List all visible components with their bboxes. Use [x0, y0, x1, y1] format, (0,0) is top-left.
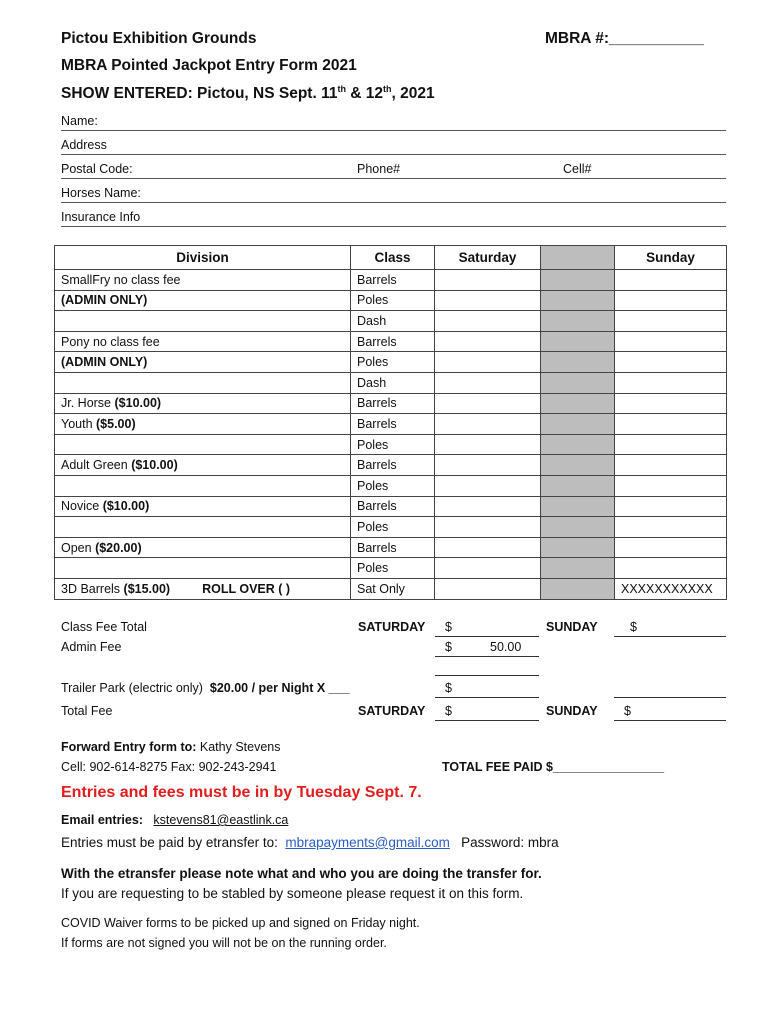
- class-cell: Poles: [351, 475, 435, 496]
- total-sun-line[interactable]: [614, 720, 726, 721]
- admin-fee-line: [435, 656, 539, 657]
- table-row: [55, 578, 727, 599]
- table-header-row: [55, 246, 727, 270]
- class-cell: Poles: [351, 558, 435, 579]
- etransfer-note: With the etransfer please note what and who you are doing the transfer for.: [61, 866, 542, 881]
- cell-fax: Cell: 902-614-8275 Fax: 902-243-2941: [61, 760, 277, 774]
- saturday-entry-cell[interactable]: [435, 372, 541, 393]
- division-cell: [55, 517, 351, 538]
- division-fee: ($10.00): [131, 458, 178, 473]
- division-cell: [55, 455, 351, 476]
- class-cell: Dash: [351, 372, 435, 393]
- shaded-cell: [541, 434, 615, 455]
- saturday-entry-cell[interactable]: [435, 331, 541, 352]
- shaded-cell: [541, 290, 615, 311]
- class-cell: Poles: [351, 352, 435, 373]
- division-fee: ($5.00): [96, 416, 136, 431]
- show-mid: & 12: [345, 85, 384, 103]
- contact-row-field[interactable]: [61, 154, 726, 179]
- saturday-entry-cell[interactable]: [435, 455, 541, 476]
- shaded-cell: [541, 537, 615, 558]
- sunday-entry-cell[interactable]: [615, 414, 727, 435]
- sunday-entry-cell[interactable]: [615, 393, 727, 414]
- division-fee: ($20.00): [95, 540, 142, 555]
- table-row: [55, 270, 727, 291]
- saturday-entry-cell[interactable]: [435, 352, 541, 373]
- forward-name: Kathy Stevens: [196, 740, 281, 754]
- trailer-sun-line[interactable]: [614, 697, 726, 698]
- total-saturday-label: SATURDAY: [358, 704, 426, 718]
- class-cell: Barrels: [351, 270, 435, 291]
- division-label: Jr. Horse: [61, 396, 115, 411]
- email-address-link[interactable]: kstevens81@eastlink.ca: [153, 813, 289, 827]
- stabled-note: If you are requesting to be stabled by someone please request it on this form.: [61, 886, 524, 901]
- etransfer-line: [61, 835, 559, 850]
- table-row: [55, 537, 727, 558]
- sunday-entry-cell[interactable]: [615, 517, 727, 538]
- show-sup-2: th: [383, 84, 392, 94]
- shaded-cell: [541, 270, 615, 291]
- address-field[interactable]: [61, 130, 726, 155]
- sunday-entry-cell[interactable]: [615, 372, 727, 393]
- horse-name-field[interactable]: [61, 178, 726, 203]
- shaded-cell: [541, 496, 615, 517]
- admin-fee-dollar: $: [445, 640, 452, 654]
- class-fee-sun-line[interactable]: [614, 636, 726, 637]
- class-fee-sunday-label: SUNDAY: [546, 620, 598, 634]
- class-cell: Dash: [351, 311, 435, 332]
- roll-over-option[interactable]: ROLL OVER ( ): [202, 581, 291, 596]
- header-division: Division: [55, 246, 351, 270]
- division-cell: [55, 290, 351, 311]
- division-label: Youth: [61, 416, 96, 431]
- saturday-entry-cell[interactable]: [435, 578, 541, 599]
- etransfer-password: Password: mbra: [461, 835, 559, 850]
- division-cell: [55, 311, 351, 332]
- class-fee-sat-line[interactable]: [435, 636, 539, 637]
- email-entries: [61, 813, 288, 827]
- sunday-entry-cell[interactable]: [615, 290, 727, 311]
- division-cell: [55, 372, 351, 393]
- shaded-cell: [541, 558, 615, 579]
- forward-entry: [61, 740, 281, 754]
- saturday-entry-cell[interactable]: [435, 537, 541, 558]
- class-fee-total-label: Class Fee Total: [61, 620, 147, 634]
- division-cell: [55, 558, 351, 579]
- admin-fee-label: Admin Fee: [61, 640, 122, 654]
- division-fee: (ADMIN ONLY): [61, 355, 148, 370]
- saturday-entry-cell[interactable]: [435, 434, 541, 455]
- mbra-number-field[interactable]: MBRA #:___________: [545, 30, 704, 47]
- shaded-cell: [541, 393, 615, 414]
- shaded-cell: [541, 517, 615, 538]
- header-sunday: Sunday: [615, 246, 727, 270]
- division-cell: [55, 393, 351, 414]
- division-fee: ($10.00): [102, 499, 150, 514]
- class-cell: Barrels: [351, 496, 435, 517]
- division-label: SmallFry no class fee: [61, 272, 181, 287]
- sunday-entry-cell[interactable]: [615, 455, 727, 476]
- sunday-entry-cell[interactable]: [615, 475, 727, 496]
- trailer-sat-line[interactable]: [435, 697, 539, 698]
- header-shaded: [541, 246, 615, 270]
- table-row: [55, 455, 727, 476]
- division-fee: ($15.00): [123, 581, 171, 596]
- insurance-label: Insurance Info: [61, 210, 141, 224]
- covid-note-2: If forms are not signed you will not be on the running order.: [61, 936, 387, 950]
- division-cell: [55, 537, 351, 558]
- total-sun-dollar: $: [624, 704, 631, 718]
- saturday-entry-cell[interactable]: [435, 496, 541, 517]
- admin-fee-amount: 50.00: [490, 640, 522, 654]
- address-label: Address: [61, 138, 107, 152]
- show-prefix: SHOW ENTERED: Pictou, NS Sept. 11: [61, 85, 338, 103]
- division-cell: [55, 331, 351, 352]
- shaded-cell: [541, 311, 615, 332]
- covid-note-1: COVID Waiver forms to be picked up and signed on Friday night.: [61, 916, 420, 930]
- sunday-entry-cell[interactable]: [615, 558, 727, 579]
- class-fee-sun-dollar: $: [630, 620, 637, 634]
- division-label: Pony no class fee: [61, 334, 160, 349]
- table-row: [55, 372, 727, 393]
- division-label: Novice: [61, 499, 103, 514]
- sunday-entry-cell[interactable]: XXXXXXXXXXX: [615, 578, 727, 599]
- etransfer-prefix: Entries must be paid by etransfer to:: [61, 835, 278, 850]
- sunday-entry-cell[interactable]: [615, 434, 727, 455]
- table-row: [55, 311, 727, 332]
- email-label: Email entries:: [61, 813, 143, 827]
- division-cell: [55, 496, 351, 517]
- etransfer-email-link[interactable]: mbrapayments@gmail.com: [285, 835, 450, 850]
- division-label: Adult Green: [61, 458, 132, 473]
- table-row: [55, 352, 727, 373]
- saturday-entry-cell[interactable]: [435, 270, 541, 291]
- cell-label: Cell#: [563, 162, 592, 176]
- table-row: [55, 434, 727, 455]
- show-suffix: , 2021: [391, 85, 435, 103]
- table-row: [55, 290, 727, 311]
- table-row: [55, 475, 727, 496]
- total-sat-dollar: $: [445, 704, 452, 718]
- postal-code-label: Postal Code:: [61, 162, 133, 176]
- trailer-dollar: $: [445, 681, 452, 695]
- class-cell: Poles: [351, 290, 435, 311]
- division-cell: [55, 475, 351, 496]
- total-sat-line[interactable]: [435, 720, 539, 721]
- header-saturday: Saturday: [435, 246, 541, 270]
- trailer-blank-line: [435, 675, 539, 676]
- saturday-entry-cell[interactable]: [435, 517, 541, 538]
- division-cell: [55, 352, 351, 373]
- class-cell: Barrels: [351, 414, 435, 435]
- name-field[interactable]: [61, 106, 726, 131]
- class-cell: Poles: [351, 434, 435, 455]
- division-cell: [55, 414, 351, 435]
- insurance-field[interactable]: [61, 202, 726, 227]
- division-fee: ($10.00): [114, 396, 162, 411]
- saturday-entry-cell[interactable]: [435, 393, 541, 414]
- division-cell: [55, 270, 351, 291]
- shaded-cell: [541, 372, 615, 393]
- shaded-cell: [541, 578, 615, 599]
- trailer-park-label: [61, 681, 350, 695]
- shaded-cell: [541, 455, 615, 476]
- class-cell: Sat Only: [351, 578, 435, 599]
- class-cell: Barrels: [351, 537, 435, 558]
- table-row: [55, 331, 727, 352]
- sunday-entry-cell[interactable]: [615, 331, 727, 352]
- phone-label: Phone#: [357, 162, 401, 176]
- shaded-cell: [541, 414, 615, 435]
- saturday-entry-cell[interactable]: [435, 475, 541, 496]
- table-row: [55, 517, 727, 538]
- total-fee-label: Total Fee: [61, 704, 113, 718]
- division-label: 3D Barrels: [61, 581, 124, 596]
- sunday-entry-cell[interactable]: [615, 537, 727, 558]
- sunday-entry-cell[interactable]: [615, 270, 727, 291]
- shaded-cell: [541, 352, 615, 373]
- saturday-entry-cell[interactable]: [435, 558, 541, 579]
- deadline-notice: Entries and fees must be in by Tuesday Sept. 7.: [61, 784, 422, 801]
- saturday-entry-cell[interactable]: [435, 290, 541, 311]
- table-row: [55, 393, 727, 414]
- show-sup-1: th: [337, 84, 346, 94]
- total-sunday-label: SUNDAY: [546, 704, 598, 718]
- table-row: [55, 414, 727, 435]
- entry-table: [54, 245, 727, 600]
- saturday-entry-cell[interactable]: [435, 311, 541, 332]
- division-cell: [55, 434, 351, 455]
- class-cell: Poles: [351, 517, 435, 538]
- horse-name-label: Horses Name:: [61, 186, 141, 200]
- class-cell: Barrels: [351, 393, 435, 414]
- division-fee: (ADMIN ONLY): [61, 293, 148, 308]
- show-entered: [61, 84, 435, 103]
- sunday-entry-cell[interactable]: [615, 496, 727, 517]
- forward-label: Forward Entry form to:: [61, 740, 197, 754]
- class-cell: Barrels: [351, 455, 435, 476]
- saturday-entry-cell[interactable]: [435, 414, 541, 435]
- class-fee-sat-dollar: $: [445, 620, 452, 634]
- name-label: Name:: [61, 114, 98, 128]
- total-fee-paid-field[interactable]: TOTAL FEE PAID $________________: [442, 760, 665, 774]
- division-label: Open: [61, 540, 96, 555]
- form-title: MBRA Pointed Jackpot Entry Form 2021: [61, 57, 357, 74]
- division-cell: [55, 578, 351, 599]
- table-row: [55, 496, 727, 517]
- shaded-cell: [541, 331, 615, 352]
- header-class: Class: [351, 246, 435, 270]
- org-name: Pictou Exhibition Grounds: [61, 30, 257, 47]
- table-row: [55, 558, 727, 579]
- sunday-entry-cell[interactable]: [615, 352, 727, 373]
- trailer-text: Trailer Park (electric only): [61, 681, 203, 695]
- class-cell: Barrels: [351, 331, 435, 352]
- shaded-cell: [541, 475, 615, 496]
- sunday-entry-cell[interactable]: [615, 311, 727, 332]
- trailer-rate: $20.00 / per Night X ___: [209, 681, 350, 695]
- class-fee-saturday-label: SATURDAY: [358, 620, 426, 634]
